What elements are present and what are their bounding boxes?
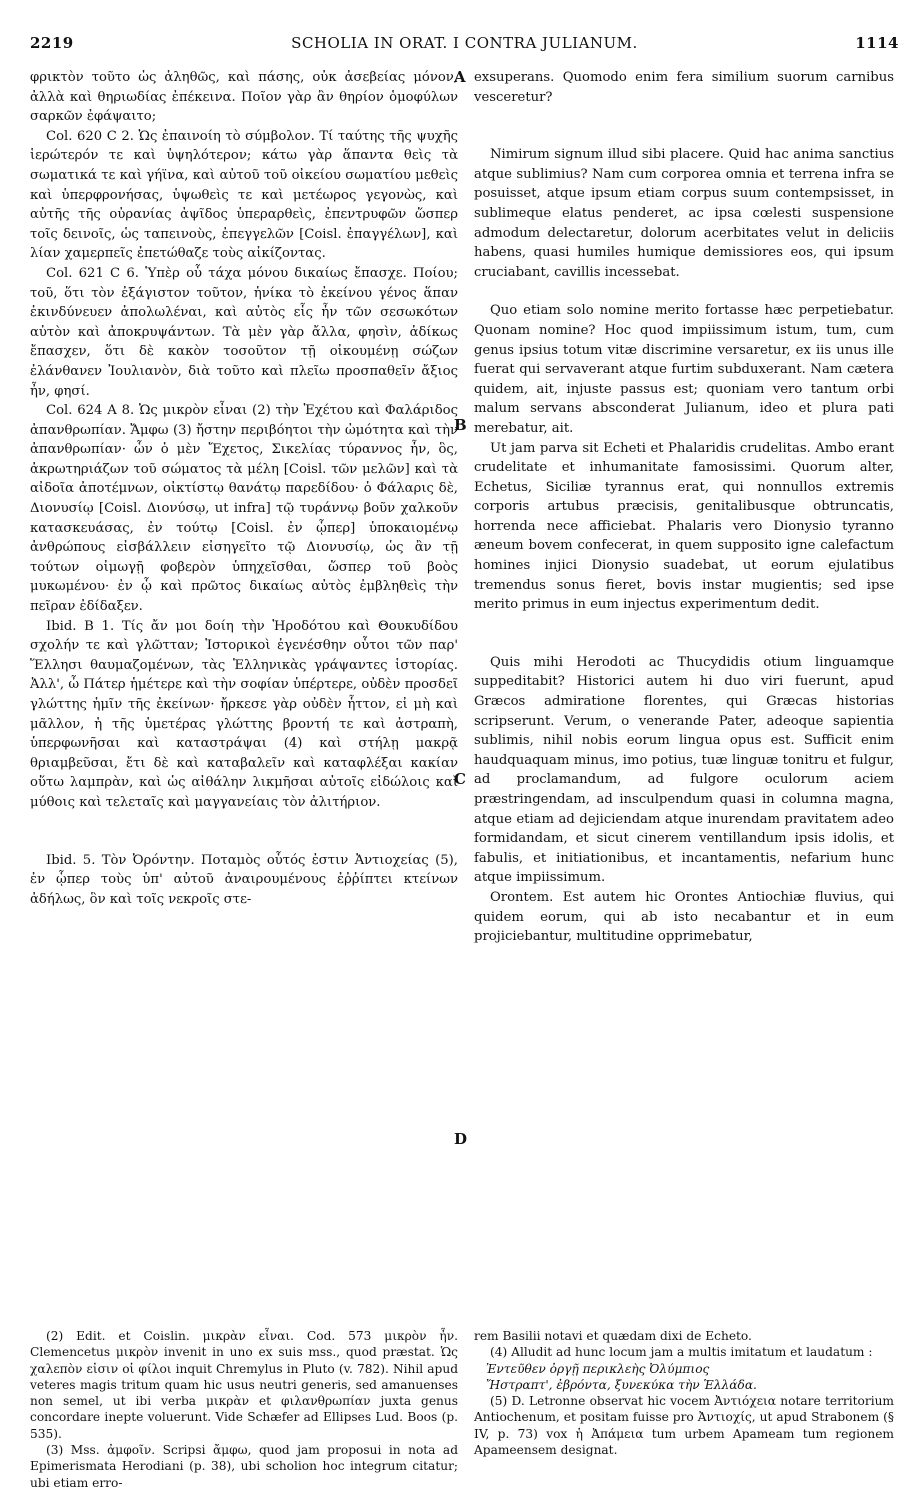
latin-paragraph-2: Nimirum signum illud sibi placere. Quid hac anima sanctius atque sublimius? Nam cum corporea omnia et terrena infra se posuisset, atque ipsum etiam corpus suum contempsisset, in sublimeque elatus penderet, ac ipsa cœlesti suspensione admodum delectaretur, dolorum acerbitates velut in deliciis habens, quasi humiles humique demissiores eos, qui ipsum cruciabant, cavillis incessebat.	[474, 147, 894, 280]
greek-paragraph-5: Ibid. B 1. Τίς ἄν μοι δοίη τὴν Ἡροδότου καὶ Θουκυδίδου σχολήν τε καὶ γλῶτταν; Ἱστορικοὶ ἐγενέσθην οὗτοι τῶν παρ' Ἕλλησι θαυμαζομένων, τὰς Ἑλληνικὰς γράψαντες ἱστορίας. Ἀλλ', ὦ Πάτερ ἡμέτερε καὶ τὴν σοφίαν ὑπέρτερε, οὐδὲν προσδεῖ γλώττης ἡμῖν τῆς ἐκείνων· ἤρκεσε γὰρ οὐδὲν ἧττον, εἰ μὴ καὶ μᾶλλον, ἡ τῆς ὑμετέρας γλώττης βροντή τε καὶ ἀστραπὴ, ὑπερφωνῆσαι καὶ καταστράψαι (4) καὶ στήλῃ μακρᾷ θριαμβεῦσαι, ἔτι δὲ καὶ καταβαλεῖν καὶ καταφλέξαι κακίαν οὕτω λαμπρὰν, καὶ ὡς αἰθάλην λικμῆσαι αὐτοῖς εἰδώλοις καὶ μύθοις καὶ τελεταῖς καὶ μαγγανείαις τὸν ἀλιτήριον.	[30, 618, 458, 810]
margin-letter-d: D	[454, 1130, 468, 1148]
latin-column	[474, 68, 894, 947]
margin-letter-b: B	[454, 416, 467, 434]
running-title: SCHOLIA IN ORAT. I CONTRA JULIANUM.	[291, 34, 638, 52]
quoted-verse-line-2: Ἤστραπτ', ἐβρόντα, ξυνεκύκα τὴν Ἑλλάδα.	[486, 1377, 757, 1392]
footnote-3-continued: rem Basilii notavi et quædam dixi de Echeto.	[474, 1329, 752, 1343]
footnotes-right	[474, 1328, 894, 1458]
margin-letter-a: A	[454, 68, 466, 86]
page-number-right: 1114	[855, 34, 899, 52]
greek-paragraph-1: φρικτὸν τοῦτο ὡς ἀληθῶς, καὶ πάσης, οὐκ ἀσεβείας μόνον, ἀλλὰ καὶ θηριωδίας ἐπέκεινα. Ποῖον γὰρ ἂν θηρίον ὁμοφύλων σαρκῶν ἐφάψαιτο;	[30, 70, 458, 125]
footnote-3: (3) Mss. ἀμφοῖν. Scripsi ἄμφω, quod jam proposui in nota ad Epimerismata Herodiani (p. 38), ubi scholion hoc integrum citatur; ubi etiam erro-	[30, 1443, 458, 1490]
greek-column	[30, 68, 458, 909]
page-number-left: 2219	[30, 34, 74, 52]
greek-paragraph-4: Col. 624 A 8. Ὡς μικρὸν εἶναι (2) τὴν Ἐχέτου καὶ Φαλάριδος ἀπανθρωπίαν. Ἄμφω (3) ἤστην περιβόητοι τὴν ὠμότητα καὶ τὴν ἀπανθρωπίαν· ὧν ὁ μὲν Ἔχετος, Σικελίας τύραννος ἦν, ὃς, ἀκρωτηριάζων τοῦ σώματος τὰ μέλη [Coisl. τῶν μελῶν] καὶ τὰ αἰδοῖα ἀποτέμνων, οἰκτίστῳ θανάτῳ παρεδίδου· ὁ Φάλαρις δὲ, Διονυσίῳ [Coisl. Διονύσῳ, ut infra] τῷ τυράννῳ βοῦν χαλκοῦν κατασκευάσας, ἐν τούτῳ [Coisl. ἐν ᾧπερ] ὑποκαιομένῳ ἀνθρώπους εἰσβάλλειν εἰσηγεῖτο τῷ Διονυσίῳ, ὡς ἂν τῇ τούτων οἰμωγῇ φοβερὸν ὑπηχεῖσθαι, ὥσπερ τοῦ βοὸς μυκωμένου· ἐν ᾧ καὶ πρῶτος δικαίως αὐτὸς ἐμβληθεὶς τὴν πεῖραν ἐδίδαξεν.	[30, 403, 458, 615]
margin-letter-c: C	[454, 770, 466, 788]
latin-paragraph-5: Quis mihi Herodoti ac Thucydidis otium linguamque suppeditabit? Historici autem hi duo viri fuerunt, apud Græcos admiratione florentes, qui Græcas historias scripserunt. Verum, o venerande Pater, adeoque sapientia sublimis, nihil nobis eorum lingua opus est. Sufficit enim haudquaquam minus, imo potius, tuæ linguæ tonitru et fulgur, ad proclamandum, ad fulgore oculorum aciem præstringendam, ad insculpendum quasi in columna magna, atque etiam ad dejiciendam atque inurendam pravitatem adeo formidandam, et sicut cinerem ventillandum ipsis idolis, et fabulis, et initiationibus, et incantamentis, nefarium hunc atque impiissimum.	[474, 654, 894, 886]
footnotes-left	[30, 1328, 458, 1491]
latin-paragraph-1: exsuperans. Quomodo enim fera similium suorum carnibus vesceretur?	[474, 70, 894, 105]
latin-paragraph-6: Orontem. Est autem hic Orontes Antiochiæ fluvius, qui quidem eorum, qui ab isto necabantur et in eum projiciebantur, multitudine opprimebatur,	[474, 889, 894, 945]
footnote-2: (2) Edit. et Coislin. μικρὰν εἶναι. Cod. 573 μικρὸν ἦν. Clemencetus μικρὸν invenit in uno ex suis mss., quod præstat. Ὡς χαλεπὸν εἰσιν οἱ φίλοι inquit Chremylus in Pluto (v. 782). Nihil apud veteres magis tritum quam hic usus neutri generis, sed amanuenses non semel, ut ibi verba μικρὰν et φιλανθρωπίαν juxta genus concordare inepte voluerunt. Vide Schæfer ad Ellipses Lud. Boos (p. 535).	[30, 1329, 458, 1441]
greek-paragraph-2: Col. 620 C 2. Ὡς ἐπαινοίη τὸ σύμβολον. Τί ταύτης τῆς ψυχῆς ἱερώτερόν τε καὶ ὑψηλότερον; κάτω γὰρ ἅπαντα θεὶς τὰ σωματικά τε καὶ γήϊνα, καὶ αὐτοῦ τοῦ οἰκείου σωματίου μεθεὶς καὶ ὑπερφρονήσας, ὑψωθεὶς τε καὶ μετέωρος γεγονὼς, καὶ αὐτῆς τῆς οὐρανίας ἀψῖδος ὑπεραρθεὶς, ἐπεντρυφῶν ὥσπερ τοῖς δεινοῖς, ὡς ταπεινοὺς, ἐπεγγελῶν [Coisl. ἐπαγγέλων], καὶ λίαν χαμερπεῖς ἐπετώθαζε τοὺς αἰκίζοντας.	[30, 128, 458, 262]
footnote-5: (5) D. Letronne observat hic vocem Ἀντιόχεια notare territorium Antiochenum, et positam fuisse pro Ἀντιοχίς, ut apud Strabonem (§ IV, p. 73) vox ἡ Ἀπάμεια tum urbem Apameam tum regionem Apameensem designat.	[474, 1394, 894, 1458]
page-header	[30, 34, 899, 58]
latin-paragraph-3: Quo etiam solo nomine merito fortasse hæc perpetiebatur. Quonam nomine? Hoc quod impiissimum istum, tum, cum genus ipsius totum vitæ discrimine versaretur, ex iis unus ille fuerat qui servaverant atque furtim subduxerant. Nam cætera quidem, ait, injuste passus est; quoniam vero tantum orbi malum servans absconderat Julianum, ideo et plura pati merebatur, ait.	[474, 303, 894, 436]
latin-paragraph-4: Ut jam parva sit Echeti et Phalaridis crudelitas. Ambo erant crudelitate et inhumanitate famosissimi. Quorum alter, Echetus, Siciliæ tyrannus erat, qui nonnullos extremis corporis artubus præcisis, genitalibusque obtruncatis, horrenda nece afficiebat. Phalaris vero Dionysio tyranno æneum bovem confecerat, in quem supposito igne calefactum homines injici Dionysio suadebat, ut eorum ejulatibus tremendus sonus fieret, bovis instar mugientis; sed ipse merito primus in eum injectus experimentum dedit.	[474, 440, 894, 613]
greek-paragraph-3: Col. 621 C 6. Ὑπὲρ οὗ τάχα μόνου δικαίως ἔπασχε. Ποίου; τοῦ, ὅτι τὸν ἐξάγιστον τοῦτον, ἡνίκα τὸ ἐκείνου γένος ἅπαν ἐκινδύνευεν ἀπολωλέναι, καὶ αὐτὸς εἷς ἦν τῶν σεσωκότων αὐτὸν καὶ ἀποκρυψάντων. Τὰ μὲν γὰρ ἄλλα, φησὶν, ἀδίκως ἔπασχεν, ὅτι δὲ κακὸν τοσοῦτον τῇ οἰκουμένῃ σώζων ἐλάνθανεν Ἰουλιανὸν, διὰ τοῦτο καὶ πλεῖω προσπαθεῖν ἄξιος ἦν, φησί.	[30, 265, 458, 399]
footnote-4: (4) Alludit ad hunc locum jam a multis imitatum et laudatum :	[490, 1345, 873, 1360]
quoted-verse-line-1: Ἐντεῦθεν ὀργῇ περικλεὴς Ὀλύμπιος	[486, 1361, 710, 1376]
greek-paragraph-6: Ibid. 5. Τὸν Ὀρόντην. Ποταμὸς οὗτός ἐστιν Ἀντιοχείας (5), ἐν ᾧπερ τοὺς ὑπ' αὐτοῦ ἀναιρουμένους ἐῤῥίπτει κτείνων ἀδήλως, ὃν καὶ τοῖς νεκροῖς στε-	[30, 852, 458, 907]
